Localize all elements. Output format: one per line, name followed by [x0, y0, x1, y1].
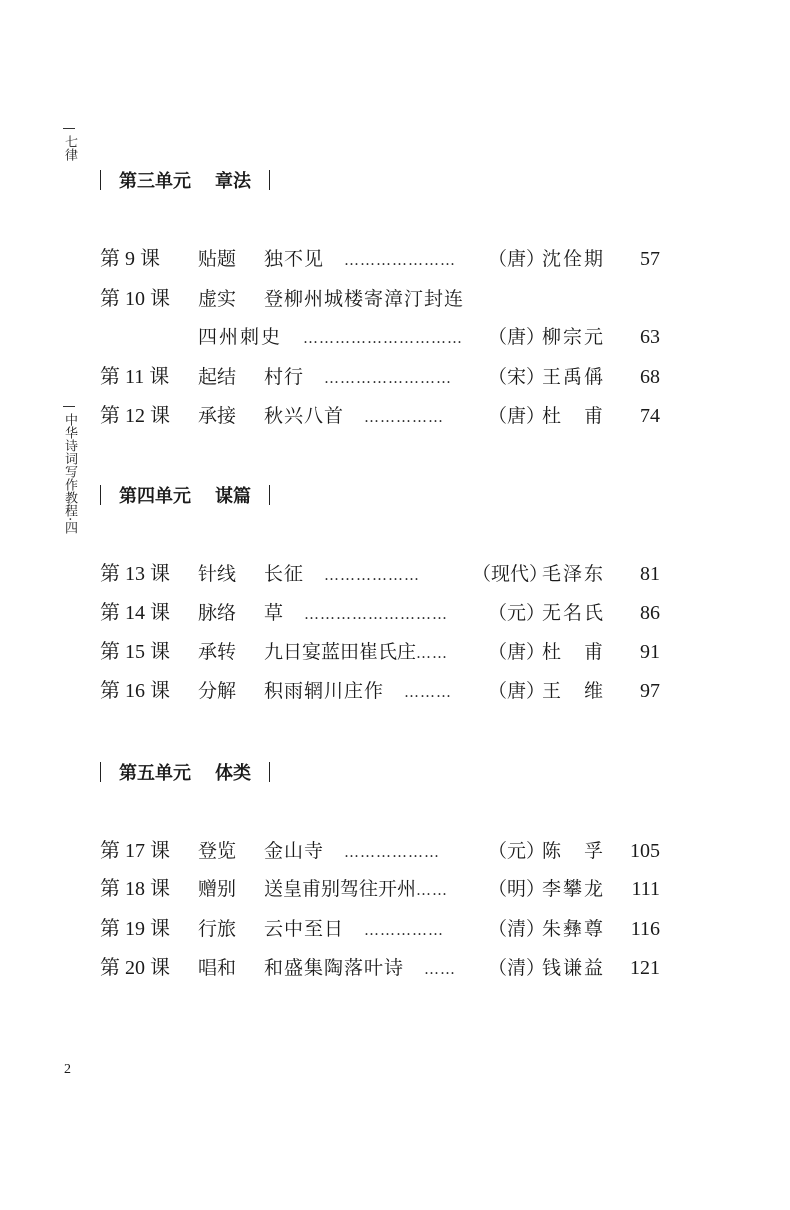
toc-entry[interactable]	[100, 836, 660, 866]
side-label-top	[60, 128, 78, 161]
dynasty: （唐）	[488, 248, 546, 270]
lesson-topic: 行旅	[198, 918, 237, 940]
dynasty: （唐）	[488, 680, 546, 702]
lesson-number: 第 9 课	[100, 248, 160, 270]
dynasty: （清）	[488, 918, 546, 940]
unit-bar-right	[269, 485, 270, 505]
author: 王禹偁	[542, 366, 606, 388]
lesson-topic: 赠别	[198, 878, 237, 900]
page-ref: 121	[630, 957, 660, 979]
toc-entry[interactable]	[100, 676, 660, 706]
lesson-topic: 针线	[198, 563, 237, 585]
dynasty: （唐）	[488, 326, 546, 348]
page-ref: 86	[640, 602, 660, 624]
unit-bar-right	[269, 170, 270, 190]
author: 李攀龙	[542, 878, 606, 900]
toc-entry[interactable]	[100, 598, 660, 628]
author: 王 维	[542, 680, 606, 702]
poem-title	[264, 637, 448, 668]
lesson-number: 第 10 课	[100, 288, 170, 310]
dynasty: （明）	[488, 878, 546, 900]
lesson-topic: 脉络	[198, 602, 237, 624]
toc-entry[interactable]	[100, 362, 660, 392]
unit-bar-left	[100, 762, 101, 782]
leader-dots: ……	[416, 644, 449, 662]
dynasty: （元）	[488, 602, 546, 624]
page-ref: 105	[630, 840, 660, 862]
unit-name: 第三单元	[119, 171, 191, 192]
side-label-top-text: 七律	[62, 135, 77, 161]
side-dash	[63, 406, 75, 407]
page-ref: 74	[640, 405, 660, 427]
toc-entry[interactable]	[100, 874, 660, 904]
lesson-number: 第 13 课	[100, 563, 170, 585]
lesson-number: 第 12 课	[100, 405, 170, 427]
lesson-number: 第 20 课	[100, 957, 170, 979]
dynasty: （清）	[488, 957, 546, 979]
poem-title-text: 秋兴八首	[264, 405, 345, 427]
side-label-middle	[60, 406, 78, 534]
poem-title	[264, 874, 448, 905]
poem-title-text: 长征	[264, 563, 305, 585]
leader-dots: …………………	[344, 251, 457, 269]
side-label-middle-text: 中华诗词写作教程·四	[62, 413, 77, 535]
poem-title-cont-text: 四州刺史	[198, 326, 283, 348]
side-dash	[63, 128, 75, 129]
poem-title-text: 独不见	[264, 248, 325, 270]
poem-title-text: 云中至日	[264, 918, 345, 940]
page-ref: 63	[640, 326, 660, 348]
poem-title	[264, 244, 456, 275]
toc-entry-continuation[interactable]	[100, 322, 660, 352]
author: 毛泽东	[542, 563, 606, 585]
poem-title	[264, 953, 456, 984]
unit-heading	[100, 167, 270, 193]
page-ref: 97	[640, 680, 660, 702]
page-ref: 116	[630, 918, 660, 940]
poem-title	[264, 598, 448, 629]
lesson-number: 第 14 课	[100, 602, 170, 624]
poem-title-text: 金山寺	[264, 840, 325, 862]
unit-bar-left	[100, 485, 101, 505]
unit-heading	[100, 759, 270, 785]
poem-title-text: 积雨辋川庄作	[264, 680, 385, 702]
dynasty: （唐）	[488, 405, 546, 427]
author: 钱谦益	[542, 957, 606, 979]
poem-title-text: 村行	[264, 366, 305, 388]
lesson-topic: 承接	[198, 405, 237, 427]
author: 朱彝尊	[542, 918, 606, 940]
unit-name: 第四单元	[119, 486, 191, 507]
leader-dots: ……………………	[324, 369, 453, 387]
dynasty: （唐）	[488, 641, 546, 663]
page-ref: 68	[640, 366, 660, 388]
toc-entry[interactable]	[100, 401, 660, 431]
author: 杜 甫	[542, 405, 606, 427]
leader-dots: ………………	[344, 843, 441, 861]
author: 无名氏	[542, 602, 606, 624]
dynasty: （现代）	[472, 563, 549, 585]
dynasty: （宋）	[488, 366, 546, 388]
poem-title	[264, 836, 440, 867]
lesson-number: 第 17 课	[100, 840, 170, 862]
unit-name: 第五单元	[119, 763, 191, 784]
unit-theme: 谋篇	[215, 486, 251, 507]
dynasty: （元）	[488, 840, 546, 862]
author: 柳宗元	[542, 326, 606, 348]
toc-entry[interactable]	[100, 559, 660, 589]
lesson-topic: 登览	[198, 840, 237, 862]
author: 杜 甫	[542, 641, 606, 663]
lesson-topic: 起结	[198, 366, 237, 388]
toc-entry[interactable]	[100, 914, 660, 944]
poem-title-text: 草	[264, 602, 285, 624]
unit-heading	[100, 482, 270, 508]
leader-dots: ………………………	[304, 605, 449, 623]
leader-dots: ……………	[364, 921, 445, 939]
leader-dots: ………	[404, 683, 453, 701]
poem-title	[264, 362, 452, 393]
unit-bar-left	[100, 170, 101, 190]
leader-dots: ……	[424, 960, 457, 978]
poem-title: 登柳州城楼寄漳汀封连	[264, 288, 465, 310]
unit-theme: 章法	[215, 171, 251, 192]
poem-title	[264, 401, 444, 432]
page-ref: 111	[631, 878, 660, 900]
poem-title-text: 送皇甫别驾往开州	[264, 878, 417, 900]
author: 沈佺期	[542, 248, 606, 270]
lesson-topic: 贴题	[198, 248, 237, 270]
page-ref: 81	[640, 563, 660, 585]
page-ref: 91	[640, 641, 660, 663]
lesson-topic: 分解	[198, 680, 237, 702]
author: 陈 孚	[542, 840, 606, 862]
lesson-number: 第 19 课	[100, 918, 170, 940]
lesson-topic: 承转	[198, 641, 237, 663]
poem-title	[264, 676, 452, 707]
leader-dots: ……………	[364, 408, 445, 426]
page-ref: 57	[640, 248, 660, 270]
lesson-topic: 唱和	[198, 957, 237, 979]
poem-title	[264, 559, 420, 590]
leader-dots: ……	[416, 881, 449, 899]
lesson-number: 第 16 课	[100, 680, 170, 702]
poem-title	[264, 914, 444, 945]
toc-entry[interactable]	[100, 284, 660, 314]
lesson-number: 第 18 课	[100, 878, 170, 900]
unit-theme: 体类	[215, 763, 251, 784]
lesson-topic: 虚实	[198, 288, 237, 310]
lesson-number: 第 11 课	[100, 366, 170, 388]
poem-title-text: 和盛集陶落叶诗	[264, 957, 405, 979]
toc-entry[interactable]	[100, 637, 660, 667]
leader-dots: …………………………	[303, 329, 464, 347]
lesson-number: 第 15 课	[100, 641, 170, 663]
toc-entry[interactable]	[100, 953, 660, 983]
unit-bar-right	[269, 762, 270, 782]
poem-title-continued	[198, 322, 463, 353]
page-number: 2	[64, 1062, 71, 1077]
poem-title-text: 九日宴蓝田崔氏庄	[264, 641, 417, 663]
leader-dots: ………………	[324, 566, 421, 584]
toc-entry[interactable]	[100, 244, 660, 274]
